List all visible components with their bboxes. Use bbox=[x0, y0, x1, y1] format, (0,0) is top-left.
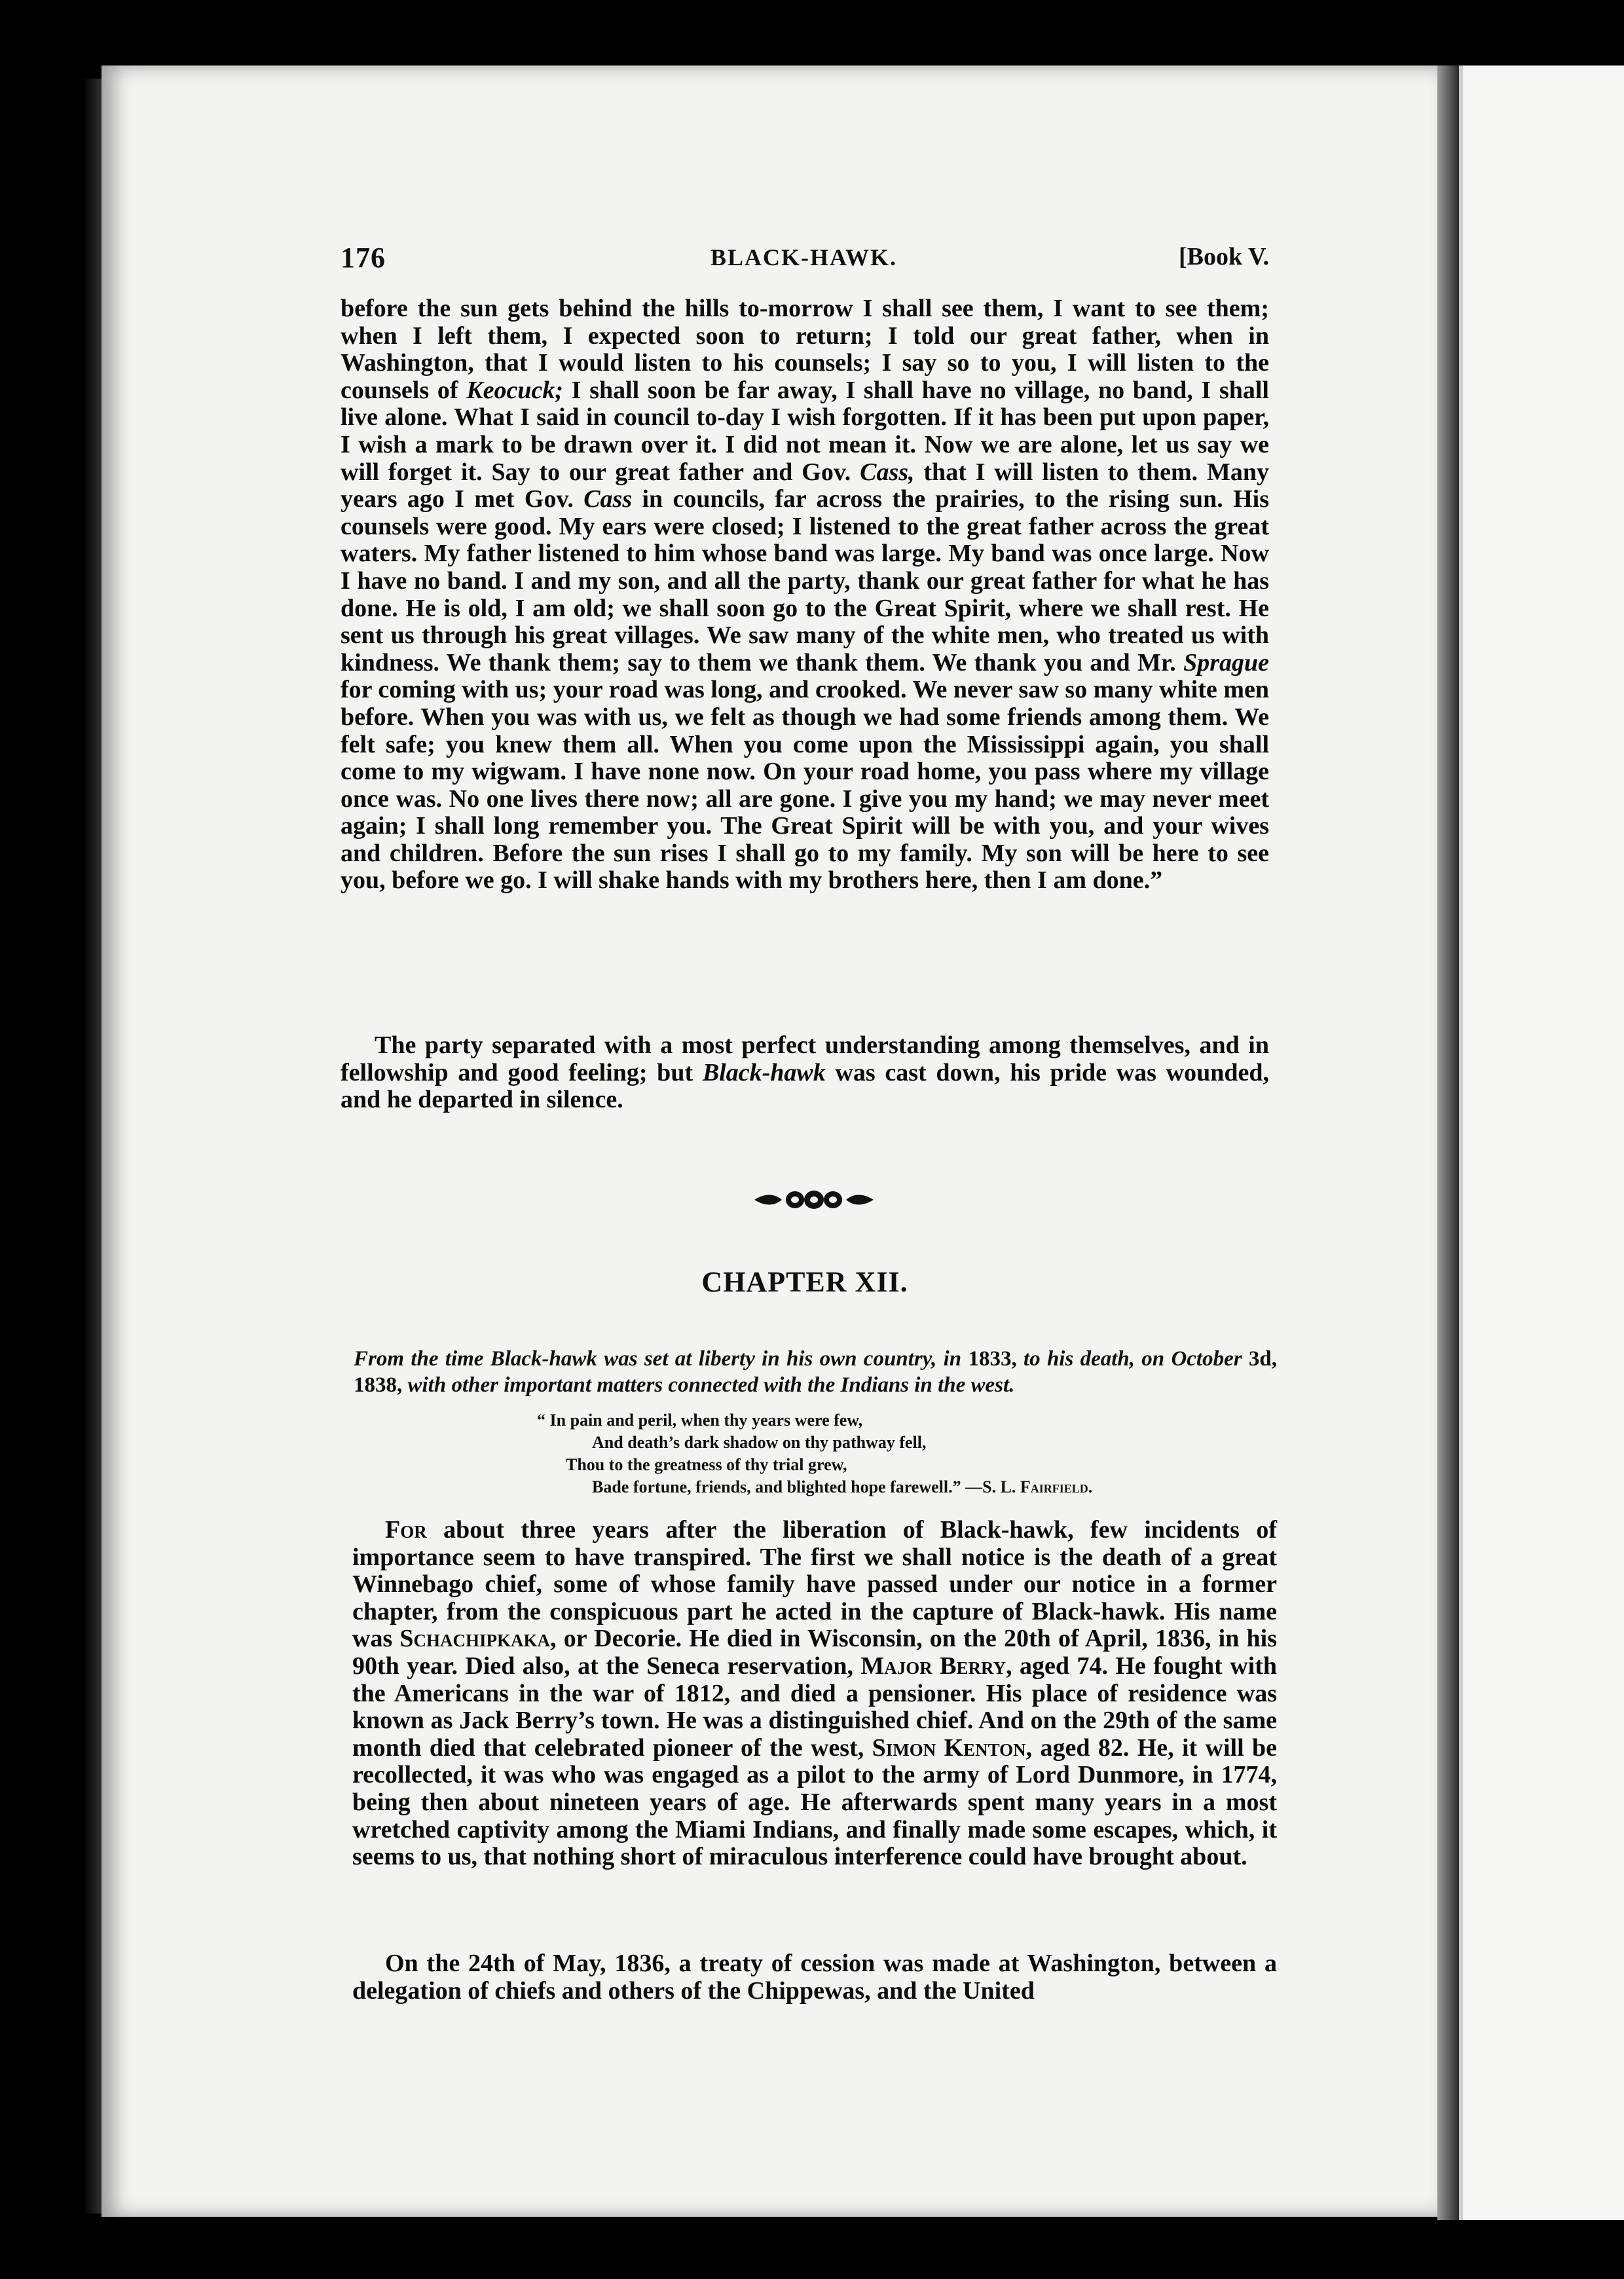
liberation-paragraph bbox=[352, 1517, 1277, 1871]
speech-text: that I will listen to them. Many years ago I met Gov. bbox=[341, 458, 1269, 513]
summary-year: 1833, bbox=[968, 1347, 1017, 1371]
paragraph-text: The party separated with a most perfect understanding among themselves, and in fellowship and good feeling; but bbox=[341, 1031, 1269, 1086]
chapter-title: CHAPTER XII. bbox=[701, 1266, 908, 1298]
speech-text: for coming with us; your road was long, and crooked. We never saw so many white men before. When you was with us, we felt as though we had some friends among them. We felt safe; you knew them all. When you come upon the Mississippi again, you shall come to my wigwam. I have none now. On your road home, you pass where my village once was. No one lives there now; all are gone. I give you my hand; we may never meet again; I shall long remember you. The Great Spirit will be with you, and your wives and children. Before the sun rises I shall go to my family. My son will be here to see you, before we go. I will shake hands with my brothers here, then I am done.” bbox=[341, 676, 1269, 895]
treaty-paragraph bbox=[352, 1950, 1277, 2005]
paragraph-first-word: For bbox=[385, 1516, 427, 1544]
epigraph-line: “ In pain and peril, when thy years were few, bbox=[537, 1411, 863, 1430]
paragraph-text: or Decorie. He died in Wisconsin, on the 20th of April, 1836, in his 90th year. Died also, at the Seneca reservation, bbox=[352, 1625, 1277, 1680]
section-ornament-icon bbox=[752, 1184, 876, 1215]
name-cass: Cass, bbox=[860, 458, 915, 486]
page-number: 176 bbox=[341, 242, 386, 274]
epigraph-line: Bade fortune, friends, and blighted hope farewell.” — bbox=[592, 1477, 983, 1496]
epigraph-author: S. L. Fairfield. bbox=[982, 1477, 1093, 1496]
name-sprague: Sprague bbox=[1183, 648, 1269, 676]
name-cass: Cass bbox=[583, 485, 633, 513]
speech-paragraph bbox=[341, 295, 1269, 895]
epigraph bbox=[537, 1409, 1257, 1498]
chapter-summary bbox=[354, 1346, 1277, 1398]
separation-paragraph bbox=[341, 1032, 1269, 1114]
book-label: [Book V. bbox=[1179, 243, 1269, 270]
speech-text: I shall soon be far away, I shall have no village, no band, I shall live alone. What I said in council to-day I wish forgotten. If it has been put upon paper, I wish a mark to be drawn over it. I did not mean it. Now we are alone, let us say we will forget it. Say to our great father and Gov. bbox=[341, 376, 1269, 486]
page-header bbox=[341, 241, 1269, 280]
page-gutter bbox=[1437, 65, 1459, 2220]
name-major-berry: Major Berry, bbox=[860, 1652, 1012, 1680]
summary-text: with other important matters connected with the Indians in the west. bbox=[402, 1373, 1015, 1397]
name-black-hawk: Black-hawk bbox=[702, 1058, 826, 1086]
paragraph-text: about three years after the liberation of Black-hawk, few incidents of importance seem to have transpired. The first we shall notice is the death of a great Winnebago chief, some of whose family have passed under our notice in a former chapter, from the conspicuous part he acted in the capture of Black-hawk. His name was bbox=[352, 1516, 1277, 1653]
paragraph-text: aged 82. He, it will be recollected, it was who was engaged as a pilot to the army of Lord Dunmore, in 1774, being then about nineteen years of age. He afterwards spent many years in a most wretched captivity among the Miami Indians, and finally made some escapes, which, it seems to us, that nothing short of miraculous interference could have brought about. bbox=[352, 1733, 1277, 1871]
summary-text: From the time Black-hawk was set at liberty in his own country, in bbox=[354, 1347, 969, 1371]
paragraph-text: aged 74. He fought with the Americans in the war of 1812, and died a pensioner. His place of residence was known as Jack Berry’s town. He was a distinguished chief. And on the 29th of the same month died that celebrated pioneer of the west, bbox=[352, 1652, 1278, 1762]
paragraph-text: was cast down, his pride was wounded, and he departed in silence. bbox=[341, 1058, 1269, 1114]
epigraph-line-final bbox=[537, 1476, 1257, 1498]
name-keocuck: Keocuck; bbox=[466, 376, 563, 404]
epigraph-line: Thou to the greatness of thy trial grew, bbox=[566, 1455, 847, 1474]
summary-year: 1838, bbox=[354, 1373, 403, 1397]
summary-text: to his death, on October bbox=[1016, 1347, 1249, 1371]
epigraph-line: And death’s dark shadow on thy pathway fell, bbox=[592, 1433, 927, 1452]
paragraph-text: On the 24th of May, 1836, a treaty of cession was made at Washington, between a delegation of chiefs and others of the Chippewas, and the United bbox=[352, 1950, 1277, 2005]
summary-date: 3d, bbox=[1248, 1347, 1277, 1371]
name-simon-kenton: Simon Kenton, bbox=[872, 1733, 1033, 1762]
running-head: BLACK-HAWK. bbox=[710, 244, 898, 270]
speech-text: in councils, far across the prairies, to the rising sun. His counsels were good. My ears were closed; I listened to the great father across the great waters. My father listened to him whose band was large. My band was once large. Now I have no band. I and my son, and all the party, thank our great father for what he has done. He is old, I am old; we shall soon go to the Great Spirit, where we shall rest. He sent us through his great villages. We saw many of the white men, who treated us with kindness. We thank them; say to them we thank them. We thank you and Mr. bbox=[341, 485, 1269, 676]
speech-text: before the sun gets behind the hills to-morrow I shall see them, I want to see them; when I left them, I expected soon to return; I told our great father, when in Washington, that I would listen to his counsels; I say so to you, I will listen to the counsels of bbox=[341, 295, 1269, 404]
facing-page-edge bbox=[1459, 65, 1624, 2220]
name-schachipkaka: Schachipkaka, bbox=[399, 1625, 557, 1653]
